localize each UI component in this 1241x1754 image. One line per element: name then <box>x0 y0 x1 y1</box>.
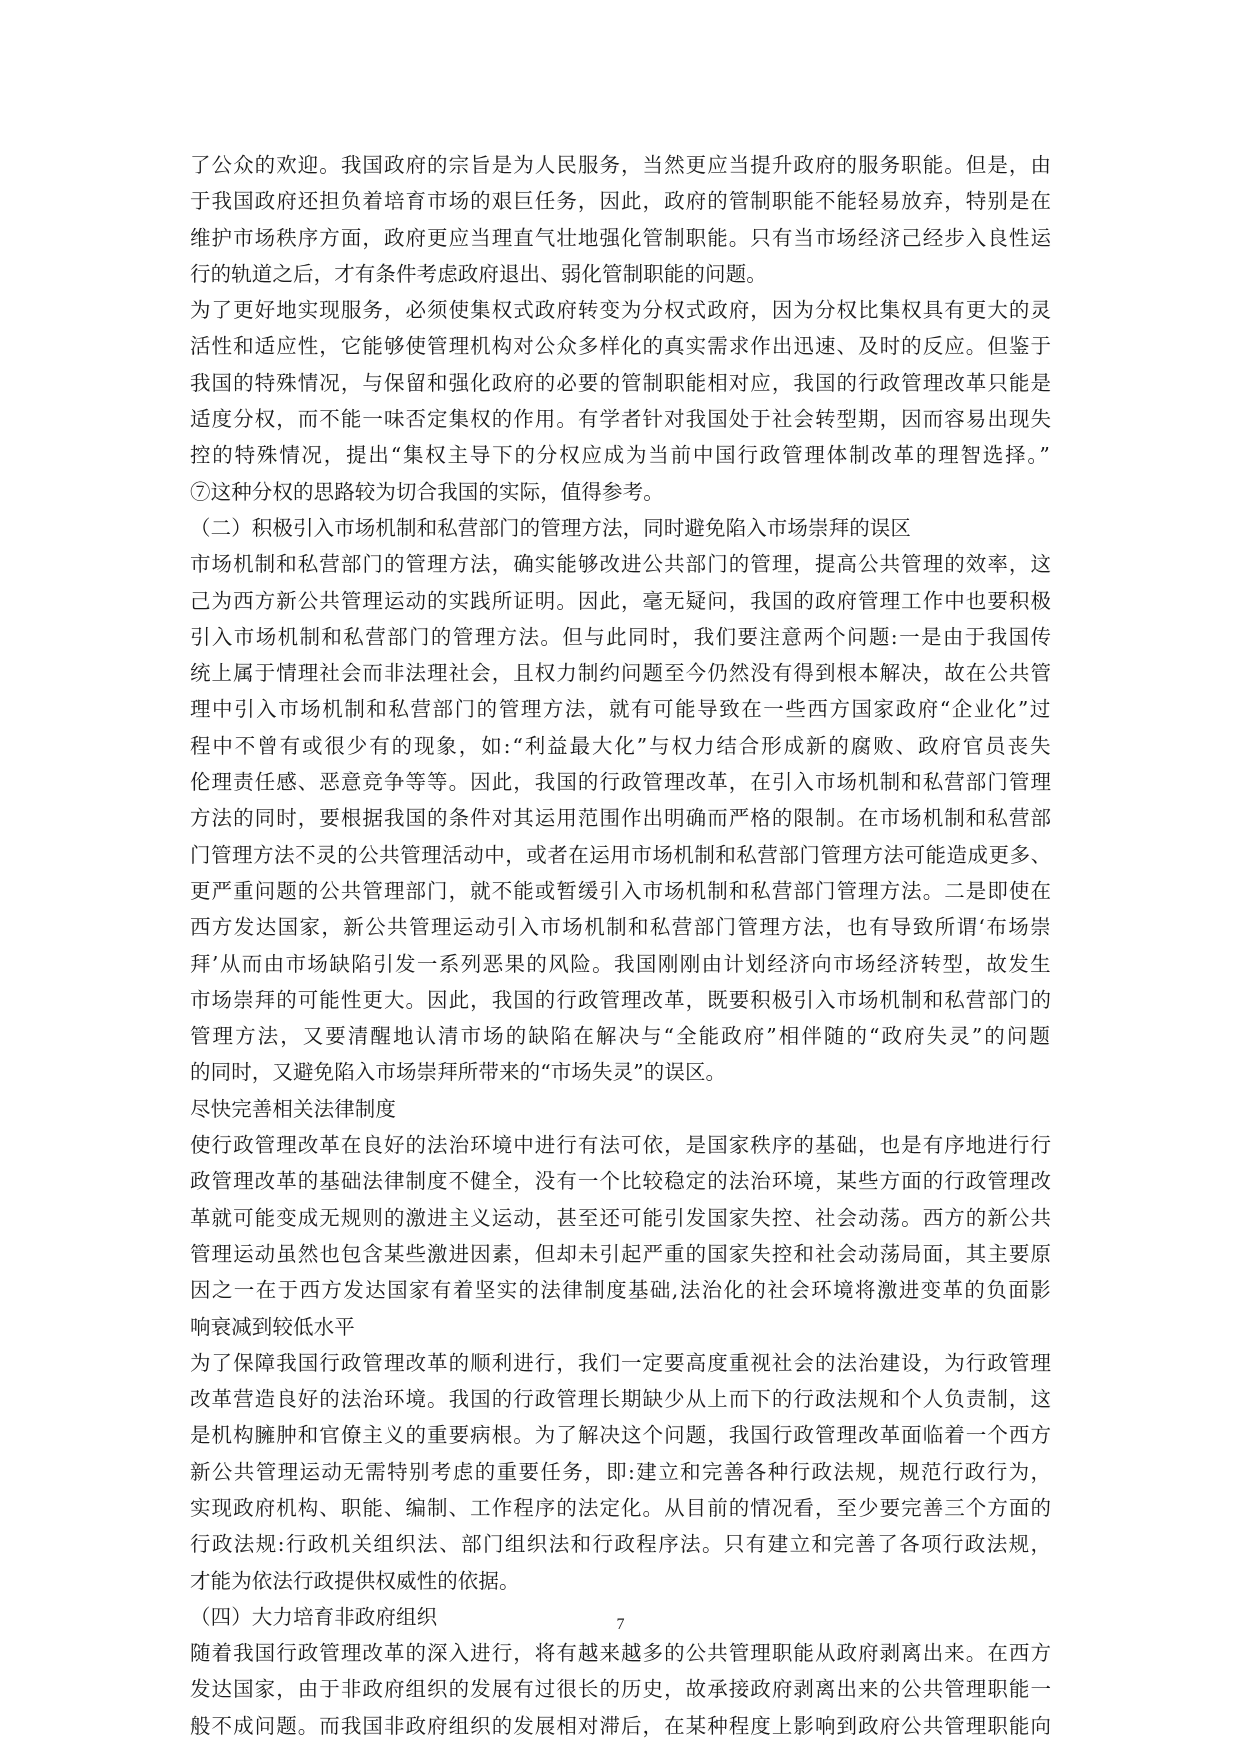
text-line: 是机构臃肿和官僚主义的重要病根。为了解决这个问题，我国行政管理改革面临着一个西方 <box>190 1423 1052 1448</box>
text-line: 响衰减到较低水平 <box>190 1314 355 1339</box>
text-line: （二）积极引入市场机制和私营部门的管理方法，同时避免陷入市场崇拜的误区 <box>190 515 911 540</box>
text-line: 伦理责任感、恶意竞争等等。因此，我国的行政管理改革，在引入市场机制和私营部门管理 <box>190 770 1052 795</box>
text-line: 适度分权，而不能一味否定集权的作用。有学者针对我国处于社会转型期，因而容易出现失 <box>190 407 1052 432</box>
text-line: 为了保障我国行政管理改革的顺利进行，我们一定要高度重视社会的法治建设，为行政管理 <box>190 1350 1052 1375</box>
text-line: 控的特殊情况，提出“集权主导下的分权应成为当前中国行政管理体制改革的理智选择。” <box>190 443 1052 468</box>
text-line: 管理运动虽然也包含某些激进因素，但却未引起严重的国家失控和社会动荡局面，其主要原 <box>190 1241 1052 1266</box>
text-line: （四）大力培育非政府组织 <box>190 1604 438 1629</box>
text-line: 政管理改革的基础法律制度不健全，没有一个比较稳定的法治环境，某些方面的行政管理改 <box>190 1169 1052 1194</box>
text-line: 己为西方新公共管理运动的实践所证明。因此，毫无疑问，我国的政府管理工作中也要积极 <box>190 588 1052 613</box>
text-line: ⑦这种分权的思路较为切合我国的实际，值得参考。 <box>190 479 664 504</box>
text-line: 西方发达国家，新公共管理运动引入市场机制和私营部门管理方法，也有导致所谓‘布场崇 <box>190 915 1052 940</box>
text-line: 于我国政府还担负着培育市场的艰巨任务，因此，政府的管制职能不能轻易放弃，特别是在 <box>190 189 1052 214</box>
text-line: 活性和适应性，它能够使管理机构对公众多样化的真实需求作出迅速、及时的反应。但鉴于 <box>190 334 1052 359</box>
text-line: 程中不曾有或很少有的现象，如:“利益最大化”与权力结合形成新的腐败、政府官员丧失 <box>190 733 1052 758</box>
text-line: 的同时，又避免陷入市场崇拜所带来的“市场失灵”的误区。 <box>190 1060 727 1085</box>
text-line: 方法的同时，要根据我国的条件对其运用范围作出明确而严格的限制。在市场机制和私营部 <box>190 806 1052 831</box>
text-line: 革就可能变成无规则的激进主义运动，甚至还可能引发国家失控、社会动荡。西方的新公共 <box>190 1205 1052 1230</box>
text-line: 实现政府机构、职能、编制、工作程序的法定化。从目前的情况看，至少要完善三个方面的 <box>190 1495 1052 1520</box>
text-line: 市场崇拜的可能性更大。因此，我国的行政管理改革，既要积极引入市场机制和私营部门的 <box>190 987 1052 1012</box>
body-text <box>190 147 1052 1744</box>
text-line: 行的轨道之后，才有条件考虑政府退出、弱化管制职能的问题。 <box>190 261 767 286</box>
text-line: 拜’从而由市场缺陷引发一系列恶果的风险。我国刚刚由计划经济向市场经济转型，故发生 <box>190 951 1052 976</box>
text-line: 了公众的欢迎。我国政府的宗旨是为人民服务，当然更应当提升政府的服务职能。但是，由 <box>190 153 1052 177</box>
text-line: 行政法规:行政机关组织法、部门组织法和行政程序法。只有建立和完善了各项行政法规， <box>190 1532 1052 1557</box>
text-line: 随着我国行政管理改革的深入进行，将有越来越多的公共管理职能从政府剥离出来。在西方 <box>190 1641 1052 1666</box>
text-line: 统上属于情理社会而非法理社会，且权力制约问题至今仍然没有得到根本解决，故在公共管 <box>190 661 1052 686</box>
text-line: 因之一在于西方发达国家有着坚实的法律制度基础,法治化的社会环境将激进变革的负面影 <box>190 1278 1052 1303</box>
text-line: 才能为依法行政提供权威性的依据。 <box>190 1568 520 1593</box>
text-line: 般不成问题。而我国非政府组织的发展相对滞后，在某种程度上影响到政府公共管理职能向 <box>190 1713 1052 1738</box>
text-line: 更严重问题的公共管理部门，就不能或暂缓引入市场机制和私营部门管理方法。二是即使在 <box>190 878 1052 903</box>
text-line: 我国的特殊情况，与保留和强化政府的必要的管制职能相对应，我国的行政管理改革只能是 <box>190 370 1052 395</box>
text-line: 理中引入市场机制和私营部门的管理方法，就有可能导致在一些西方国家政府“企业化”过 <box>190 697 1052 722</box>
text-line: 维护市场秩序方面，政府更应当理直气壮地强化管制职能。只有当市场经济己经步入良性运 <box>190 225 1052 250</box>
text-line: 新公共管理运动无需特别考虑的重要任务，即:建立和完善各种行政法规，规范行政行为， <box>190 1459 1052 1484</box>
text-line: 发达国家，由于非政府组织的发展有过很长的历史，故承接政府剥离出来的公共管理职能一 <box>190 1677 1052 1702</box>
text-line: 市场机制和私营部门的管理方法，确实能够改进公共部门的管理，提高公共管理的效率，这 <box>190 552 1052 577</box>
text-line: 管理方法，又要清醒地认清市场的缺陷在解决与“全能政府”相伴随的“政府失灵”的问题 <box>190 1024 1052 1049</box>
text-line: 使行政管理改革在良好的法治环境中进行有法可依，是国家秩序的基础，也是有序地进行行 <box>190 1133 1052 1158</box>
text-line: 引入市场机制和私营部门的管理方法。但与此同时，我们要注意两个问题:一是由于我国传 <box>190 624 1052 649</box>
page-number: 7 <box>616 1616 625 1633</box>
text-line: 为了更好地实现服务，必须使集权式政府转变为分权式政府，因为分权比集权具有更大的灵 <box>190 298 1052 323</box>
text-line: 门管理方法不灵的公共管理活动中，或者在运用市场机制和私营部门管理方法可能造成更多、 <box>190 842 1052 867</box>
text-line: 改革营造良好的法治环境。我国的行政管理长期缺少从上而下的行政法规和个人负责制，这 <box>190 1387 1052 1412</box>
text-line: 尽快完善相关法律制度 <box>190 1096 396 1121</box>
